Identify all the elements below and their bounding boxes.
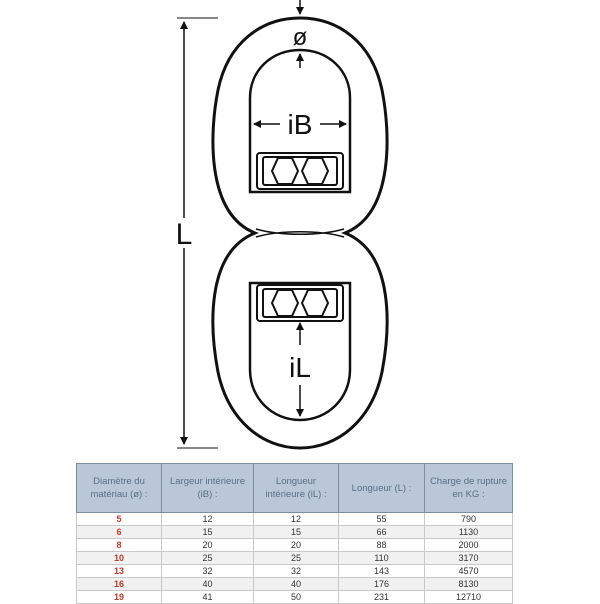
inner-width-label: iB — [287, 109, 313, 140]
cell-inner-width: 32 — [162, 565, 254, 578]
cell-breaking-load: 3170 — [425, 552, 513, 565]
table-row — [77, 578, 513, 591]
table-row — [77, 591, 513, 604]
cell-length: 231 — [339, 591, 425, 604]
table-row — [77, 513, 513, 526]
cell-breaking-load: 790 — [425, 513, 513, 526]
cell-diameter: 13 — [77, 565, 162, 578]
cell-inner-width: 12 — [162, 513, 254, 526]
cell-inner-length: 40 — [254, 578, 339, 591]
cell-inner-width: 41 — [162, 591, 254, 604]
cell-diameter: 19 — [77, 591, 162, 604]
header-breaking-load: Charge de rupture en KG : — [425, 464, 513, 513]
cell-length: 176 — [339, 578, 425, 591]
cell-length: 88 — [339, 539, 425, 552]
cell-inner-length: 20 — [254, 539, 339, 552]
upper-nut — [257, 153, 343, 189]
lower-nut — [257, 285, 343, 321]
cell-inner-width: 20 — [162, 539, 254, 552]
cell-breaking-load: 12710 — [425, 591, 513, 604]
cell-diameter: 6 — [77, 526, 162, 539]
diameter-label: ø — [292, 24, 308, 51]
cell-inner-length: 32 — [254, 565, 339, 578]
cell-inner-length: 15 — [254, 526, 339, 539]
table-row — [77, 526, 513, 539]
cell-breaking-load: 1130 — [425, 526, 513, 539]
cell-inner-length: 12 — [254, 513, 339, 526]
cell-inner-width: 25 — [162, 552, 254, 565]
cell-length: 55 — [339, 513, 425, 526]
cell-diameter: 10 — [77, 552, 162, 565]
cell-inner-length: 50 — [254, 591, 339, 604]
header-inner-length: Longueur intérieure (iL) : — [254, 464, 339, 513]
header-length: Longueur (L) : — [339, 464, 425, 513]
table-row — [77, 552, 513, 565]
length-label: L — [175, 218, 193, 251]
header-diameter: Diamètre du matériau (ø) : — [77, 464, 162, 513]
table-header-row — [77, 464, 513, 513]
cell-length: 143 — [339, 565, 425, 578]
spec-table — [76, 463, 513, 604]
cell-diameter: 16 — [77, 578, 162, 591]
cell-inner-length: 25 — [254, 552, 339, 565]
cell-length: 66 — [339, 526, 425, 539]
table-row — [77, 539, 513, 552]
cell-breaking-load: 8130 — [425, 578, 513, 591]
cell-inner-width: 40 — [162, 578, 254, 591]
inner-length-label: iL — [289, 352, 311, 383]
cell-diameter: 5 — [77, 513, 162, 526]
header-inner-width: Largeur intérieure (iB) : — [162, 464, 254, 513]
table-row — [77, 565, 513, 578]
cell-breaking-load: 2000 — [425, 539, 513, 552]
cell-length: 110 — [339, 552, 425, 565]
cell-inner-width: 15 — [162, 526, 254, 539]
cell-breaking-load: 4570 — [425, 565, 513, 578]
cell-diameter: 8 — [77, 539, 162, 552]
